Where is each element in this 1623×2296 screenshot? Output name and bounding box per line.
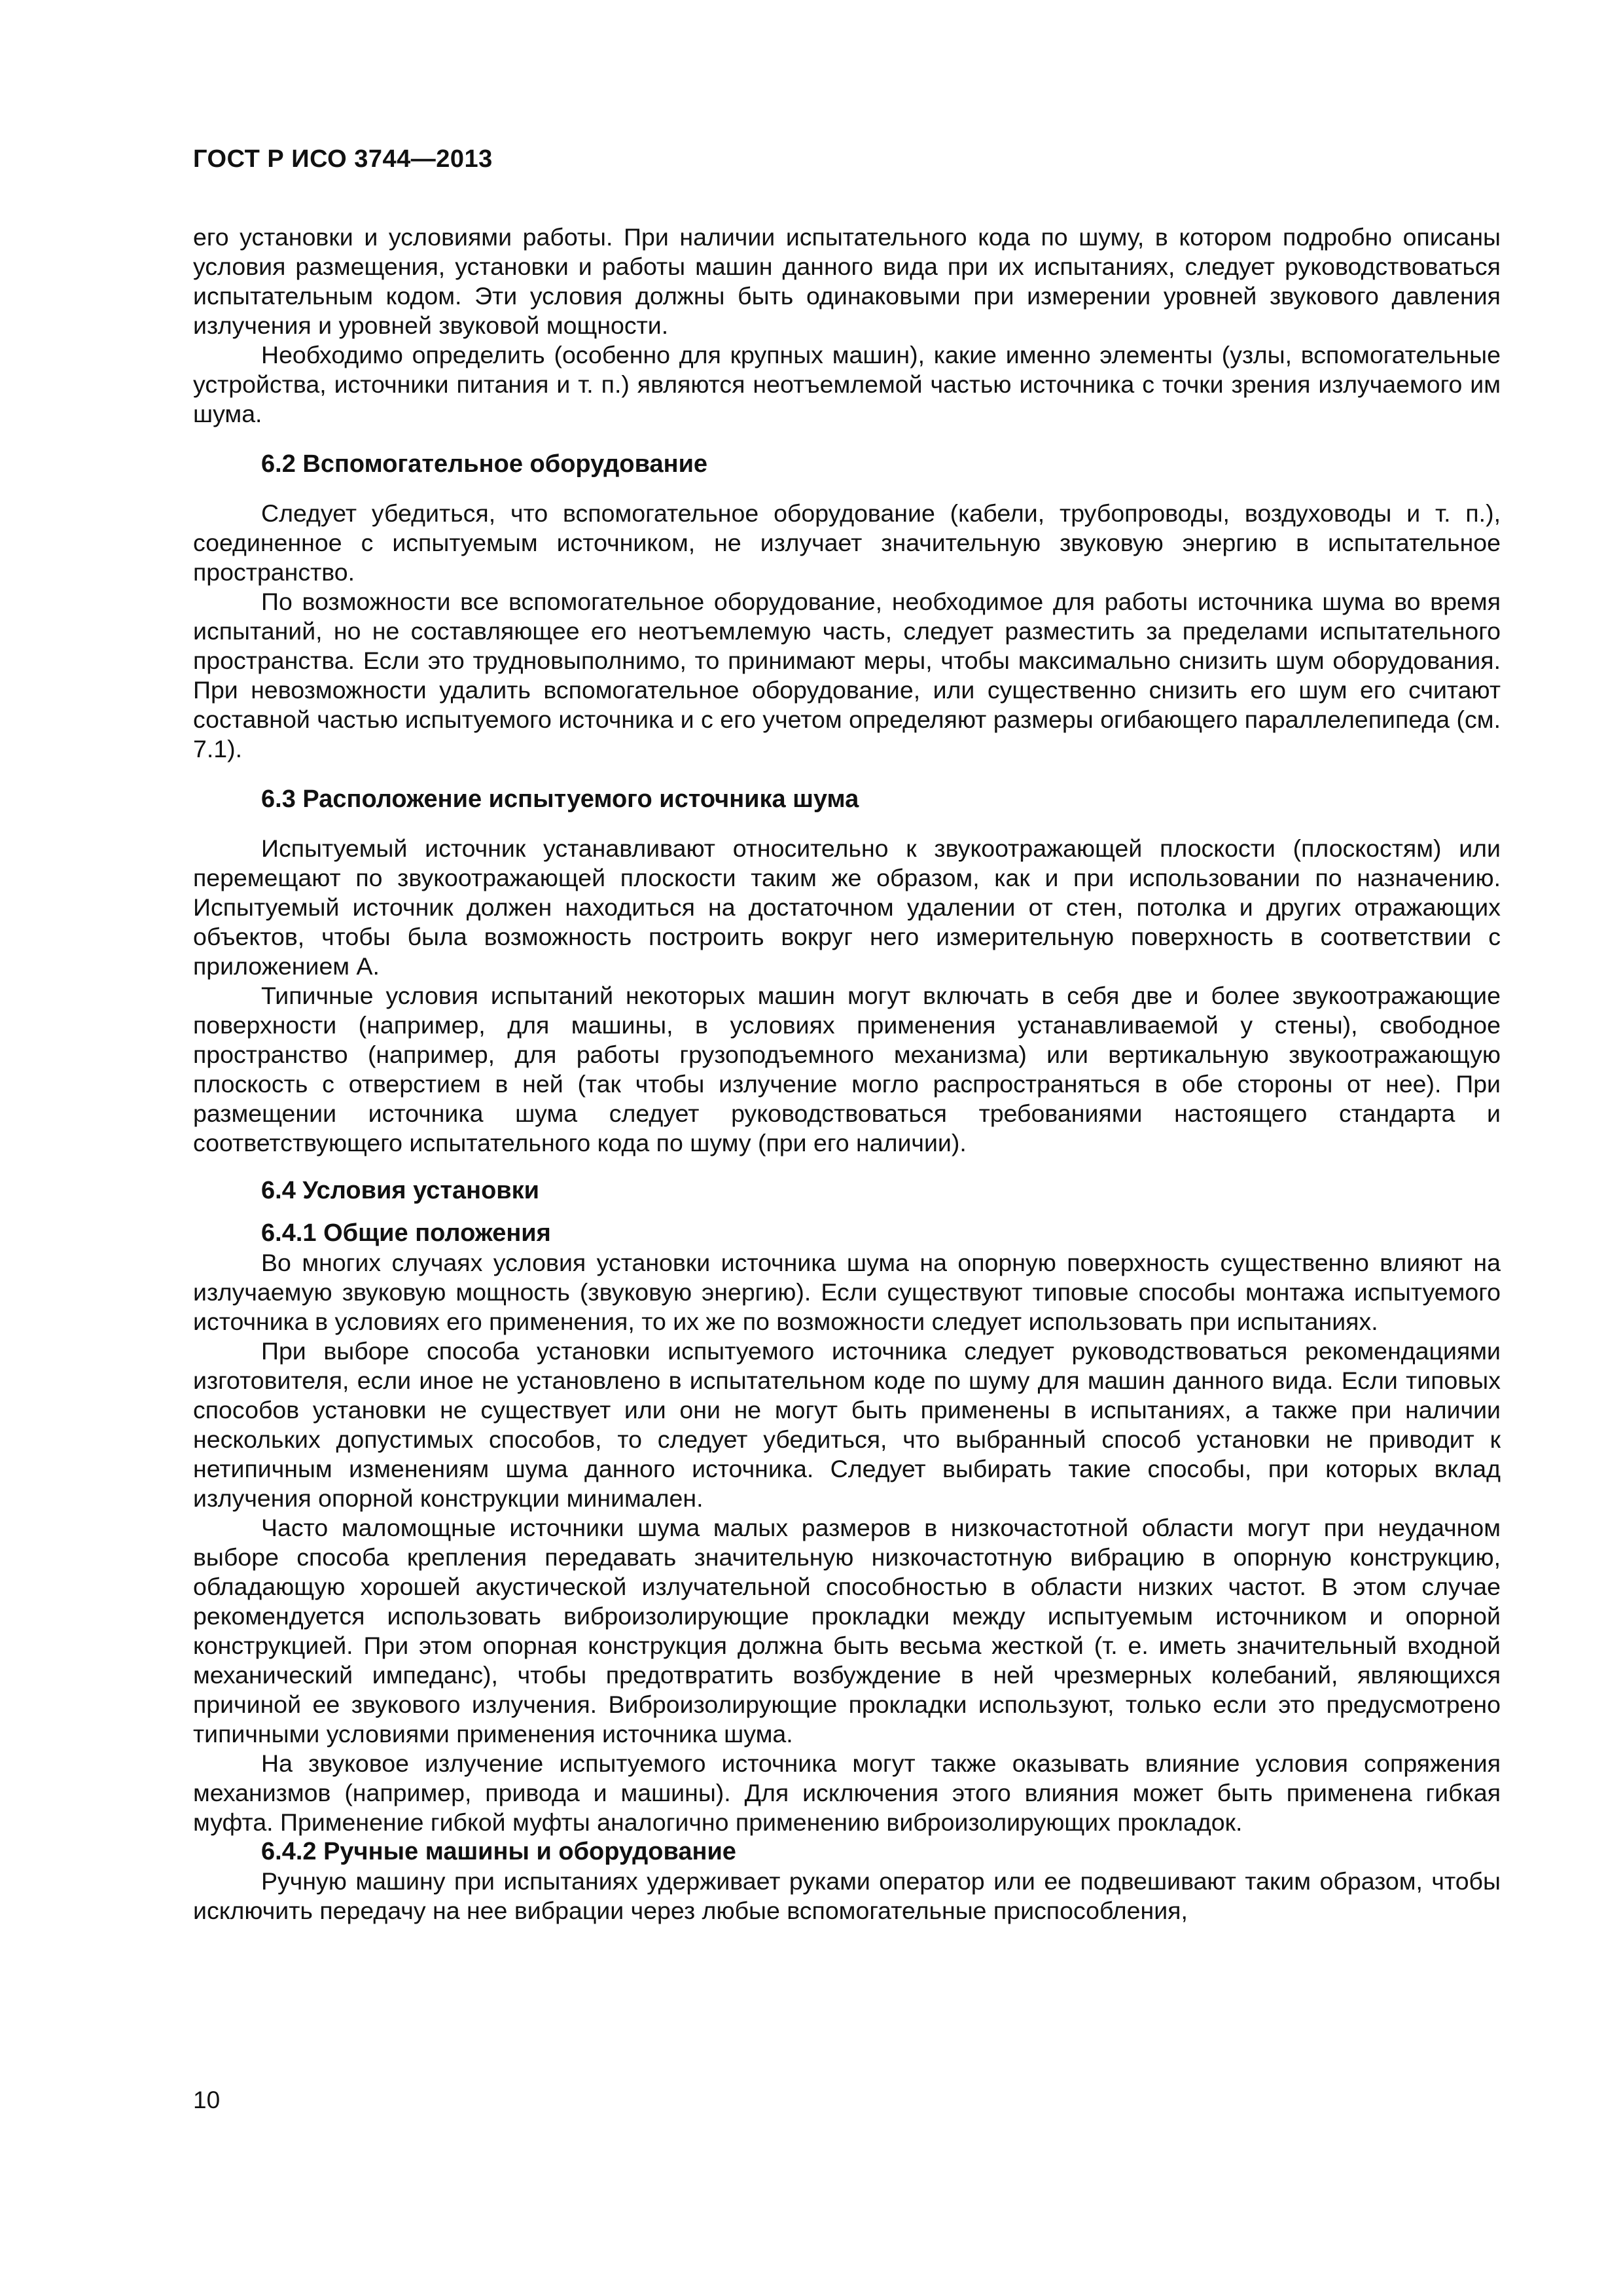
document-page [193, 0, 1501, 2296]
paragraph: Испытуемый источник устанавливают относительно к звукоотражающей плоскости (плоскостям) или перемещают по звукоотражающей плоскости таким же образом, как и при использовании по назначению. Испытуемый источник должен находиться на достаточном удалении от стен, потолка и других отражающих объектов, чтобы была возможность построить вокруг него измерительную поверхность в соответствии с приложением А. [193, 834, 1501, 980]
paragraph: его установки и условиями работы. При наличии испытательного кода по шуму, в котором подробно описаны условия размещения, установки и работы машин данного вида при их испытаниях, следует руководствоваться испытательным кодом. Эти условия должны быть одинаковыми при измерении уровней звукового давления излучения и уровней звуковой мощности. [193, 223, 1501, 339]
paragraph: При выборе способа установки испытуемого источника следует руководствоваться рекомендациями изготовителя, если иное не установлено в испытательном коде по шуму для машин данного вида. Если типовых способов установки не существует или они не могут быть применены в испытаниях, а также при наличии нескольких допустимых способов, то следует убедиться, что выбранный способ установки не приводит к нетипичным изменениям шума данного источника. Следует выбирать такие способы, при которых вклад излучения опорной конструкции минимален. [193, 1337, 1501, 1512]
standard-header: ГОСТ Р ИСО 3744—2013 [193, 145, 493, 173]
document-body [193, 223, 1501, 1926]
paragraph: Во многих случаях условия установки источника шума на опорную поверхность существенно влияют на излучаемую звуковую мощность (звуковую энергию). Если существуют типовые способы монтажа испытуемого источника в условиях его применения, то их же по возможности следует использовать при испытаниях. [193, 1249, 1501, 1335]
paragraph: По возможности все вспомогательное оборудование, необходимое для работы источника шума во время испытаний, но не составляющее его неотъемлемую часть, следует разместить за пределами испытательного пространства. Если это трудновыполнимо, то принимают меры, чтобы максимально снизить шум оборудования. При невозможности удалить вспомогательное оборудование, или существенно снизить его шум его считают составной частью испытуемого источника и с его учетом определяют размеры огибающего параллелепипеда (см. 7.1). [193, 588, 1501, 762]
paragraph: Часто маломощные источники шума малых размеров в низкочастотной области могут при неудачном выборе способа крепления передавать значительную низкочастотную вибрацию в опорную конструкцию, обладающую хорошей акустической излучательной способностью в области низких частот. В этом случае рекомендуется использовать виброизолирующие прокладки между испытуемым источником и опорной конструкцией. При этом опорная конструкция должна быть весьма жесткой (т. е. иметь значительный входной механический импеданс), чтобы предотвратить возбуждение в ней чрезмерных колебаний, являющихся причиной ее звукового излучения. Виброизолирующие прокладки используют, только если это предусмотрено типичными условиями применения источника шума. [193, 1514, 1501, 1748]
paragraph: Следует убедиться, что вспомогательное оборудование (кабели, трубопроводы, воздуховоды и т. п.), соединенное с испытуемым источником, не излучает значительную звуковую энергию в испытательное пространство. [193, 499, 1501, 586]
paragraph: Ручную машину при испытаниях удерживает руками оператор или ее подвешивают таким образом, чтобы исключить передачу на нее вибрации через любые вспомогательные приспособления, [193, 1867, 1501, 1924]
paragraph: Типичные условия испытаний некоторых машин могут включать в себя две и более звукоотражающие поверхности (например, для машины, в условиях применения устанавливаемой у стены), свободное пространство (например, для работы грузоподъемного механизма) или вертикальную звукоотражающую плоскость с отверстием в ней (так чтобы излучение могло распространяться в обе стороны от нее). При размещении источника шума следует руководствоваться требованиями настоящего стандарта и соответствующего испытательного кода по шуму (при его наличии). [193, 982, 1501, 1157]
section-heading-6-3: 6.3 Расположение испытуемого источника шума [261, 785, 859, 813]
paragraph: На звуковое излучение испытуемого источника могут также оказывать влияние условия сопряжения механизмов (например, привода и машины). Для исключения этого влияния может быть применена гибкая муфта. Применение гибкой муфты аналогично применению виброизолирующих прокладок. [193, 1749, 1501, 1836]
section-heading-6-2: 6.2 Вспомогательное оборудование [261, 450, 708, 478]
page-number: 10 [193, 2087, 221, 2113]
section-heading-6-4: 6.4 Условия установки [261, 1177, 540, 1204]
paragraph: Необходимо определить (особенно для крупных машин), какие именно элементы (узлы, вспомогательные устройства, источники питания и т. п.) являются неотъемлемой частью источника с точки зрения излучаемого им шума. [193, 341, 1501, 427]
section-heading-6-4-2: 6.4.2 Ручные машины и оборудование [261, 1838, 736, 1865]
section-heading-6-4-1: 6.4.1 Общие положения [261, 1219, 551, 1247]
